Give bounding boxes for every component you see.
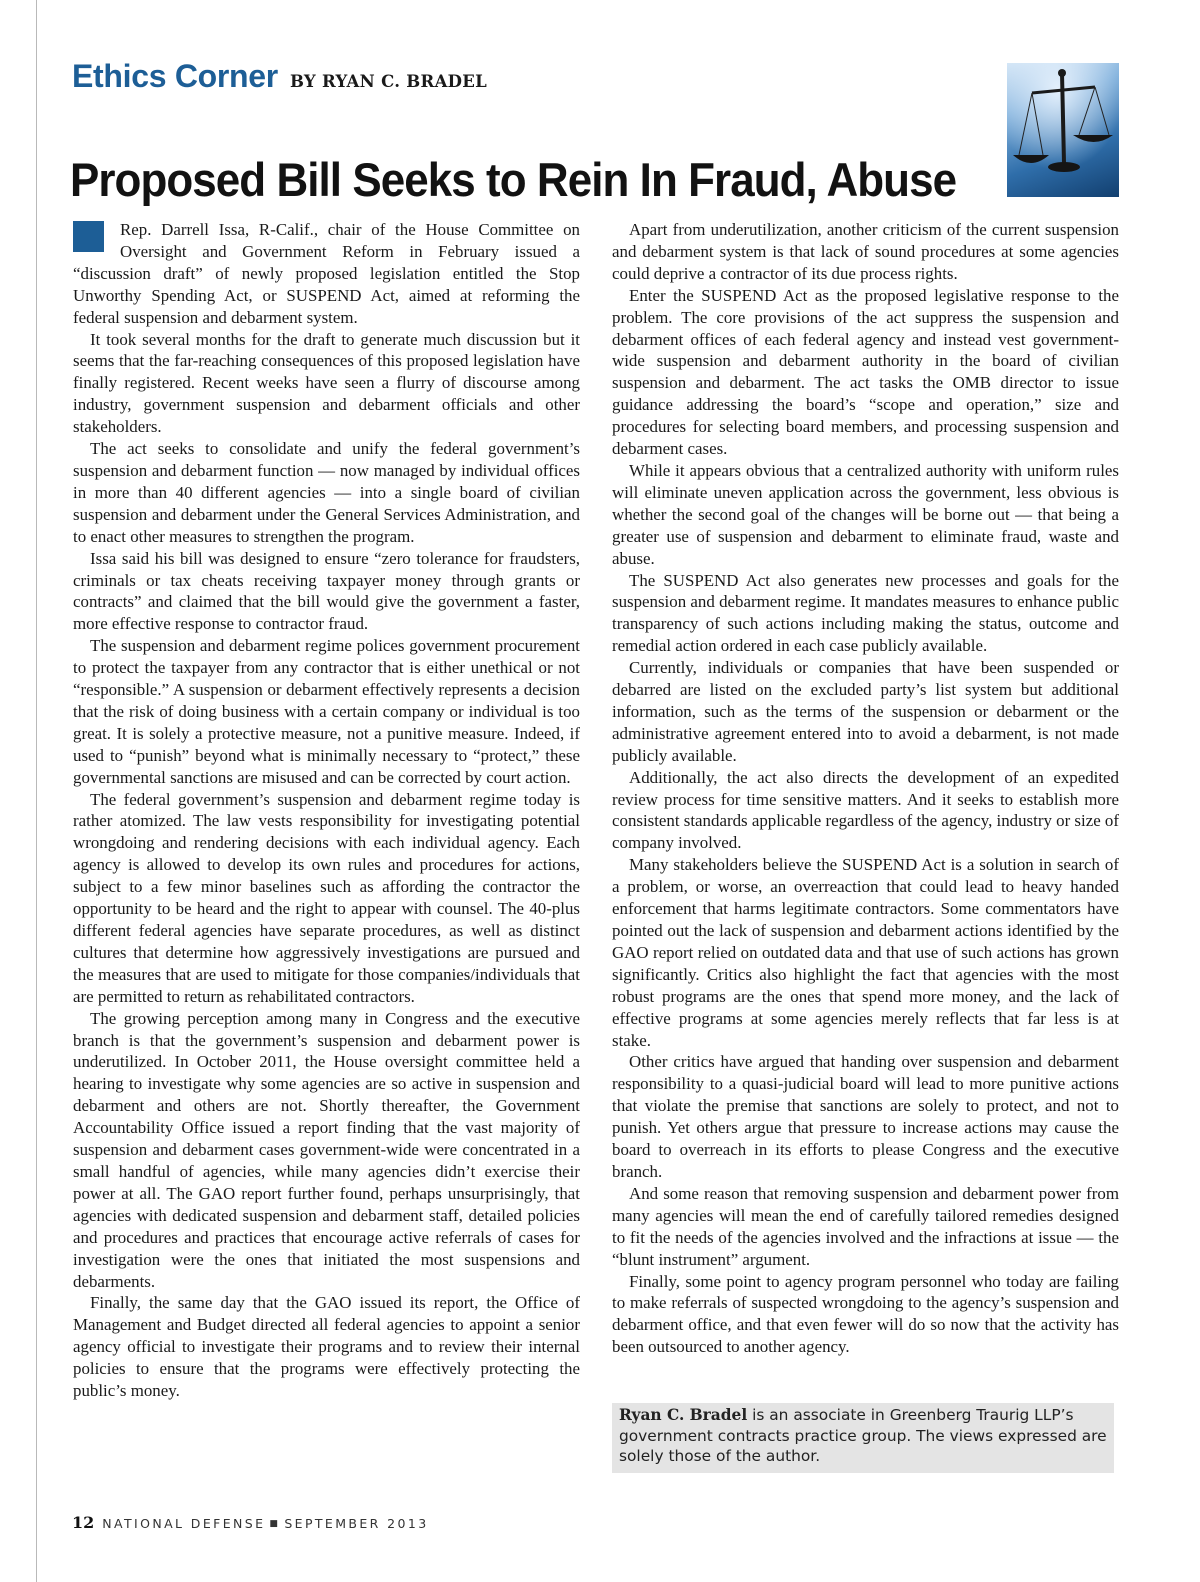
article-paragraph: The federal government’s suspension and debarment regime today is rather atomized. The law vests responsibility for investigating potential wrongdoing and rendering decisions with each individual agency. Each agency is allowed to develop its own rules and procedures for actions, subject to a few minor baselines such as affording the contractor the opportunity to be heard and the right to appear with counsel. The 40-plus different federal agencies have separate procedures, as well as distinct cultures that determine how aggressively investigations are pursued and the measures that are used to mitigate for those companies/individuals that are permitted to return as rehabilitated contractors. bbox=[73, 789, 580, 1006]
article-paragraph: The act seeks to consolidate and unify the federal government’s suspension and debarment function — now managed by individual offices in more than 40 different agencies — into a single board of civilian suspension and debarment under the General Services Administration, and to enact other measures to strengthen the program. bbox=[73, 439, 580, 546]
paragraph-text: Rep. Darrell Issa, R-Calif., chair of the House Committee on Oversight and Government Reform in February issued a “discussion draft” of newly proposed legislation entitled the Stop Unworthy Spending Act, or SUSPEND Act, aimed at reforming the federal suspension and debarment system. bbox=[73, 220, 580, 327]
article-paragraph: Finally, some point to agency program personnel who today are failing to make referrals of suspected wrongdoing to the agency’s suspension and debarment office, and that even fewer will do so now that the activity has been outsourced to another agency. bbox=[612, 1271, 1119, 1357]
scales-illustration bbox=[1007, 63, 1119, 197]
article-paragraph: Currently, individuals or companies that have been suspended or debarred are listed on the excluded party’s list system but additional information, such as the terms of the suspension or debarment or the administrative agreement entered into to avoid a debarment, is not made publicly available. bbox=[612, 658, 1119, 765]
scales-of-justice-icon bbox=[1007, 63, 1119, 197]
author-bio-box bbox=[612, 1403, 1114, 1473]
drop-cap-block bbox=[73, 221, 104, 252]
section-header bbox=[72, 58, 487, 95]
article-paragraph: And some reason that removing suspension and debarment power from many agencies will mean the end of carefully tailored remedies designed to fit the needs of the agencies involved and the infractions at issue — the “blunt instrument” argument. bbox=[612, 1183, 1119, 1269]
article-paragraph bbox=[73, 219, 580, 329]
footer-separator: ■ bbox=[269, 1519, 281, 1529]
article-paragraph: The SUSPEND Act also generates new processes and goals for the suspension and debarment regime. It mandates measures to enhance public transparency of such actions including making the status, outcome and remedial action ordered in each case publicly available. bbox=[612, 570, 1119, 656]
article-column-right bbox=[612, 219, 1119, 1358]
article-paragraph: Other critics have argued that handing over suspension and debarment responsibility to a quasi-judicial board will lead to more punitive actions that violate the premise that sanctions are solely to protect, and not to punish. Yet others argue that pressure to increase actions may cause the board to overreach in its efforts to please Congress and the executive branch. bbox=[612, 1052, 1119, 1181]
author-name: Ryan C. Bradel bbox=[619, 1406, 748, 1424]
article-paragraph: The growing perception among many in Congress and the executive branch is that the government’s suspension and debarment power is underutilized. In October 2011, the House oversight committee held a hearing to investigate why some agencies are so active in suspension and debarment and others are not. Shortly thereafter, the Government Accountability Office issued a report finding that the vast majority of suspension and debarment cases government-wide were concentrated in a small handful of agencies, while many agencies didn’t exercise their power at all. The GAO report further found, perhaps unsurprisingly, that agencies with dedicated suspension and debarment staff, detailed policies and procedures and practices that encourage active referrals of cases for investigation were the ones that initiated the most suspensions and debarments. bbox=[73, 1008, 580, 1291]
article-headline: Proposed Bill Seeks to Rein In Fraud, Abuse bbox=[70, 153, 957, 206]
article-paragraph: It took several months for the draft to generate much discussion but it seems that the far-reaching consequences of this proposed legislation have finally registered. Recent weeks have seen a flurry of discourse among industry, government suspension and debarment officials and other stakeholders. bbox=[73, 329, 580, 437]
section-title: Ethics Corner bbox=[72, 58, 278, 94]
article-column-left bbox=[73, 219, 580, 1402]
article-paragraph: Issa said his bill was designed to ensure “zero tolerance for fraudsters, criminals or tax cheats receiving taxpayer money through grants or contracts” and claimed that the bill would give the government a faster, more effective response to contractor fraud. bbox=[73, 548, 580, 634]
article-paragraph: The suspension and debarment regime polices government procurement to protect the taxpayer from any contractor that is either unethical or not “responsible.” A suspension or debarment effectively represents a decision that the risk of doing business with a certain company or individual is too great. It is solely a protective measure, not a punitive measure. Indeed, if used to “punish” beyond what is minimally necessary to “protect,” these governmental sanctions are misused and can be corrected by court action. bbox=[73, 636, 580, 787]
article-paragraph: Many stakeholders believe the SUSPEND Act is a solution in search of a problem, or worse, an overreaction that could lead to heavy handed enforcement that harms legitimate contractors. Some commentators have pointed out the lack of suspension and debarment actions identified by the GAO report relied on outdated data and that use of such actions has grown significantly. Critics also highlight the fact that agencies with the most robust programs are the ones that spend more money, and the lack of effective programs at some agencies merely reflects that far less is at stake. bbox=[612, 855, 1119, 1050]
article-paragraph: Finally, the same day that the GAO issued its report, the Office of Management and Budget directed all federal agencies to appoint a senior agency official to investigate their programs and to review their internal policies to ensure that the programs were effectively protecting the public’s money. bbox=[73, 1293, 580, 1401]
author-bio: is an associate in Greenberg Traurig LLP’s government contracts practice group. The views expressed are solely those of the author. bbox=[619, 1406, 1107, 1465]
article-paragraph: Enter the SUSPEND Act as the proposed legislative response to the problem. The core provisions of the act suppress the suspension and debarment offices of each federal agency and instead vest government-wide suspension and debarment authority in the board of civilian suspension and debarment. The act tasks the OMB director to issue guidance addressing the board’s “scope and operation,” size and procedures for selecting board members, and processing suspension and debarment cases. bbox=[612, 285, 1119, 459]
byline: BY RYAN C. BRADEL bbox=[289, 72, 488, 91]
page-footer bbox=[72, 1513, 429, 1532]
article-paragraph: While it appears obvious that a centralized authority with uniform rules will eliminate uneven application across the government, less obvious is whether the second goal of the changes will be borne out — that being a greater use of suspension and debarment to eliminate fraud, waste and abuse. bbox=[612, 460, 1119, 568]
article-paragraph: Apart from underutilization, another criticism of the current suspension and debarment system is that lack of sound procedures at some agencies could deprive a contractor of its due process rights. bbox=[612, 220, 1119, 283]
page-number: 12 bbox=[72, 1513, 95, 1532]
publication-name: NATIONAL DEFENSE bbox=[102, 1516, 266, 1531]
article-paragraph: Additionally, the act also directs the development of an expedited review process for time sensitive matters. And it seeks to establish more consistent standards applicable regardless of the agency, industry or size of company involved. bbox=[612, 767, 1119, 853]
page-edge-rule bbox=[36, 0, 37, 1582]
issue-date: SEPTEMBER 2013 bbox=[284, 1516, 429, 1531]
